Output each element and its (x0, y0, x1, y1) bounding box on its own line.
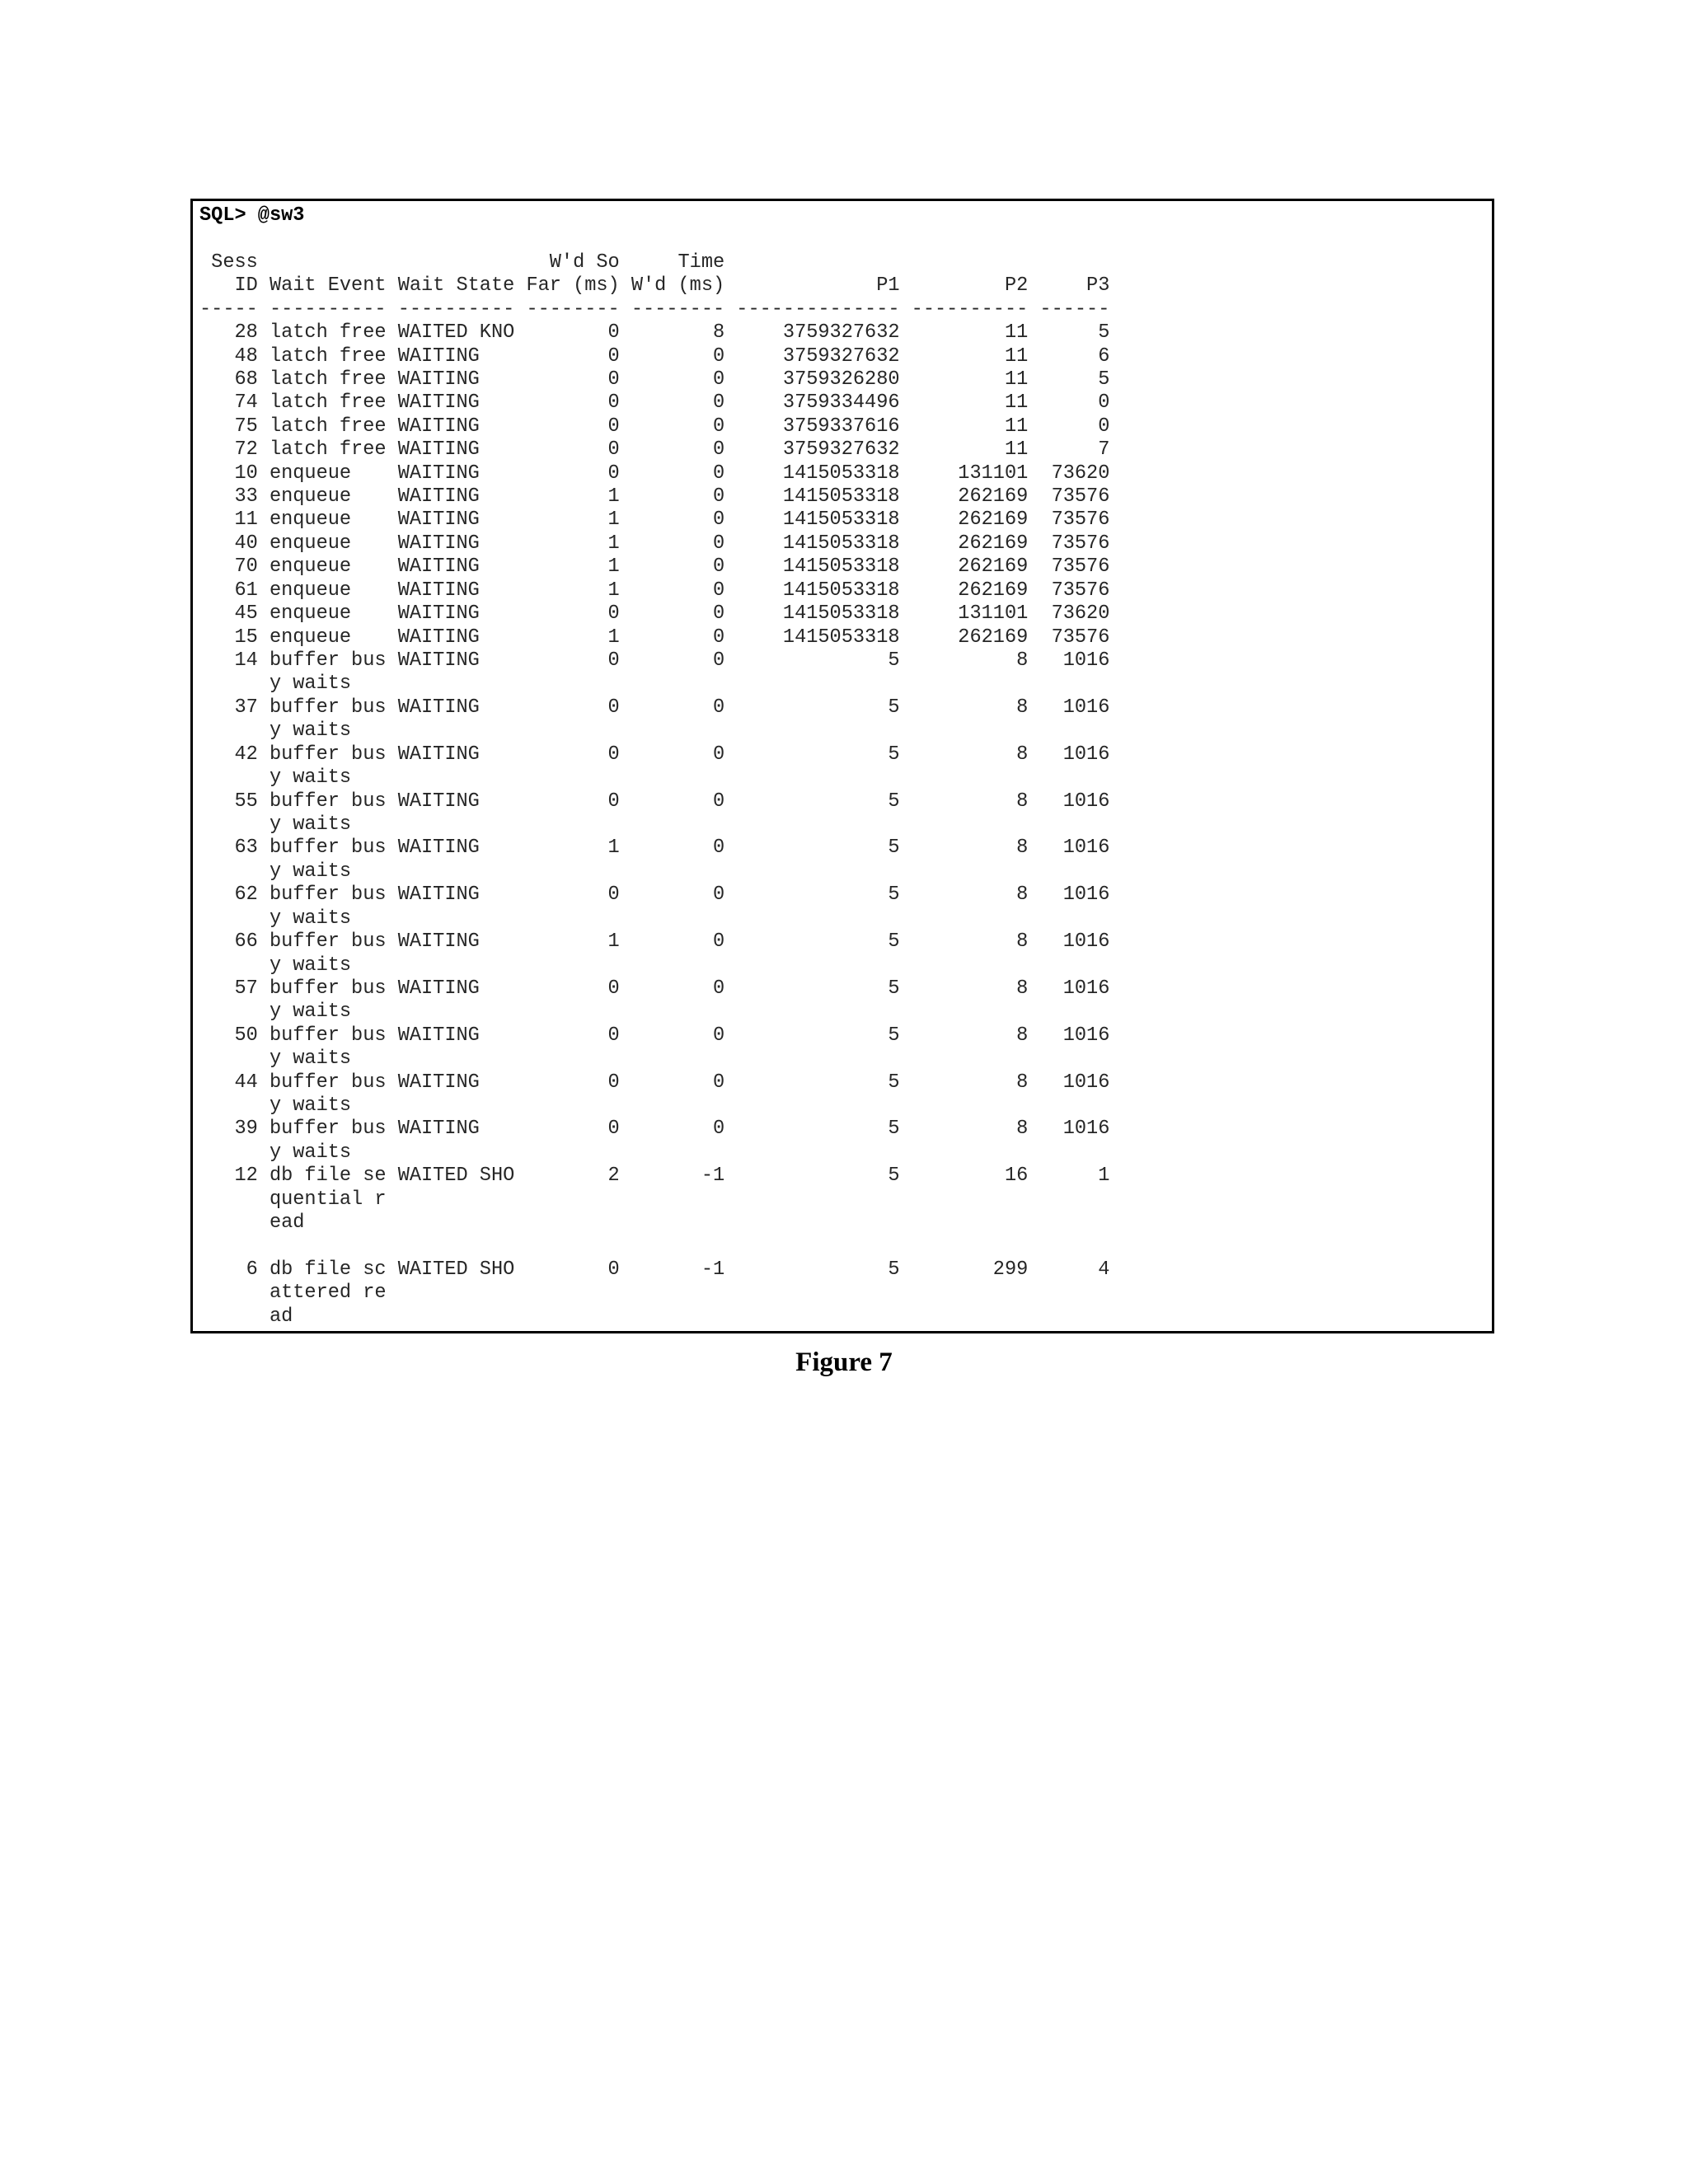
sql-output-lines (199, 204, 1109, 1329)
output-line: y waits (199, 907, 352, 930)
output-line: ID Wait Event Wait State Far (ms) W'd (ms) P1 P2 P3 (199, 274, 1110, 298)
output-line: 70 enqueue WAITING 1 0 1415053318 262169 73576 (199, 555, 1110, 579)
figure-caption: Figure 7 (795, 1347, 893, 1377)
output-line: 48 latch free WAITING 0 0 3759327632 11 6 (199, 344, 1110, 368)
output-line: 39 buffer bus WAITING 0 0 5 8 1016 (199, 1118, 1110, 1141)
output-line: 6 db file sc WAITED SHO 0 -1 5 299 4 (199, 1258, 1110, 1281)
output-line: 63 buffer bus WAITING 1 0 5 8 1016 (199, 837, 1110, 860)
output-line: 44 buffer bus WAITING 0 0 5 8 1016 (199, 1071, 1110, 1094)
output-line: 62 buffer bus WAITING 0 0 5 8 1016 (199, 883, 1110, 907)
output-line: 75 latch free WAITING 0 0 3759337616 11 0 (199, 415, 1110, 438)
output-line: ead (199, 1212, 305, 1235)
output-line: 37 buffer bus WAITING 0 0 5 8 1016 (199, 696, 1110, 719)
sql-output-box (190, 199, 1494, 1333)
output-line: 42 buffer bus WAITING 0 0 5 8 1016 (199, 743, 1110, 766)
output-line: 12 db file se WAITED SHO 2 -1 5 16 1 (199, 1165, 1110, 1188)
output-line: y waits (199, 1094, 352, 1118)
output-line: y waits (199, 860, 352, 883)
output-line: 10 enqueue WAITING 0 0 1415053318 131101 73620 (199, 462, 1110, 485)
output-line: y waits (199, 673, 352, 696)
output-line: ----- ---------- ---------- -------- -------- -------------- ---------- ------ (199, 298, 1110, 321)
output-line: y waits (199, 813, 352, 836)
output-line: attered re (199, 1282, 387, 1305)
sql-prompt-line: SQL> @sw3 (199, 204, 305, 227)
output-line: 33 enqueue WAITING 1 0 1415053318 262169 73576 (199, 485, 1110, 509)
output-line: 28 latch free WAITED KNO 0 8 3759327632 11 5 (199, 321, 1110, 344)
output-line (199, 1235, 1109, 1258)
output-line: 68 latch free WAITING 0 0 3759326280 11 5 (199, 368, 1110, 391)
output-line: 14 buffer bus WAITING 0 0 5 8 1016 (199, 649, 1110, 673)
output-line: 45 enqueue WAITING 0 0 1415053318 131101 73620 (199, 602, 1110, 626)
output-line: y waits (199, 1141, 352, 1164)
output-line: quential r (199, 1188, 387, 1211)
output-line: 57 buffer bus WAITING 0 0 5 8 1016 (199, 977, 1110, 1000)
output-line: y waits (199, 719, 352, 743)
output-line: 74 latch free WAITING 0 0 3759334496 11 0 (199, 391, 1110, 415)
output-line: y waits (199, 1001, 352, 1024)
output-line: 72 latch free WAITING 0 0 3759327632 11 7 (199, 438, 1110, 462)
output-line: 61 enqueue WAITING 1 0 1415053318 262169 73576 (199, 579, 1110, 602)
output-line: 15 enqueue WAITING 1 0 1415053318 262169 73576 (199, 626, 1110, 649)
output-line: Sess W'd So Time (199, 251, 725, 274)
output-line: ad (199, 1305, 293, 1328)
output-line: y waits (199, 954, 352, 977)
output-line: 40 enqueue WAITING 1 0 1415053318 262169 73576 (199, 532, 1110, 555)
output-line: 66 buffer bus WAITING 1 0 5 8 1016 (199, 930, 1110, 954)
output-line: y waits (199, 1047, 352, 1071)
output-line: 50 buffer bus WAITING 0 0 5 8 1016 (199, 1024, 1110, 1047)
output-line (199, 227, 1109, 251)
output-line: 11 enqueue WAITING 1 0 1415053318 262169 73576 (199, 509, 1110, 532)
output-line: y waits (199, 766, 352, 790)
output-line: 55 buffer bus WAITING 0 0 5 8 1016 (199, 790, 1110, 813)
